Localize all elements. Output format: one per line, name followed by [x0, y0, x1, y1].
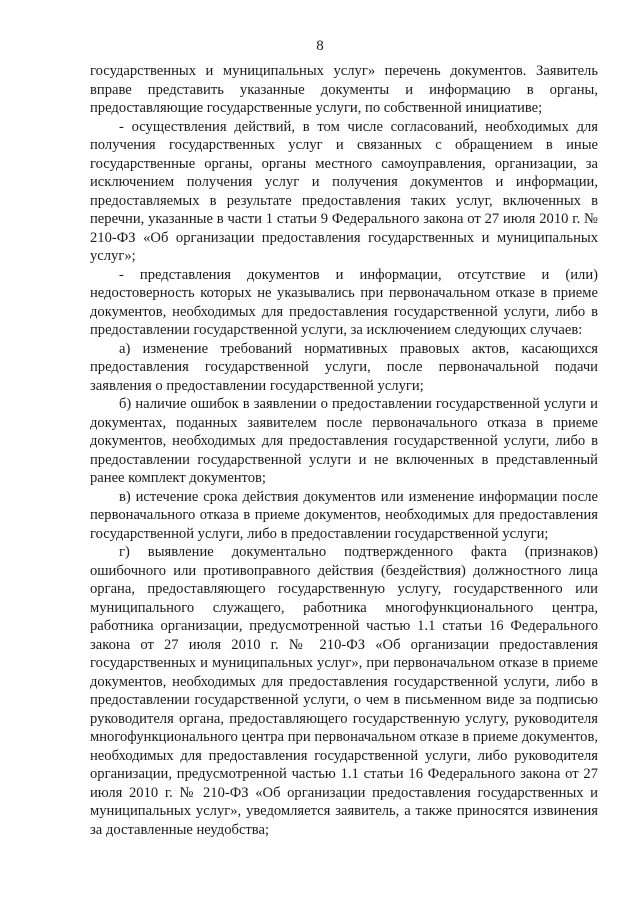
- page-number: 8: [316, 38, 324, 54]
- paragraph-documents: - представления документов и информации, отсутствие и (или) недостоверность которых не указывались при первоначальном отказе в приеме документов, необходимых для предоставления государственной услуги, либо в предоставлении государственной услуги, за исключением следующих случаев:: [90, 266, 598, 338]
- list-item-v: в) истечение срока действия документов или изменение информации после первоначального отказа в приеме документов, необходимых для предоставления государственной услуги, либо в предоставлении государственной услуги;: [90, 488, 598, 542]
- list-item-a: а) изменение требований нормативных правовых актов, касающихся предоставления государственной услуги, после первоначальной подачи заявления о предоставлении государственной услуги;: [90, 340, 598, 394]
- paragraph-continuation: государственных и муниципальных услуг» перечень документов. Заявитель вправе представить указанные документы и информацию в органы, предоставляющие государственные услуги, по собственной инициативе;: [90, 63, 598, 116]
- list-item-b: б) наличие ошибок в заявлении о предоставлении государственной услуги и документах, поданных заявителем после первоначального отказа в приеме документов, необходимых для предоставления государственной услуги, либо в предоставлении государственной услуги и не включенных в представленный ранее комплект документов;: [90, 396, 598, 486]
- document-body: [90, 62, 598, 839]
- paragraph-actions: - осуществления действий, в том числе согласований, необходимых для получения государственных услуг и связанных с обращением в иные государственные органы, органы местного самоуправления, организации, за исключением получения услуг и получения документов и информации, предоставляемых в результате предоставления таких услуг, включенных в перечни, указанные в части 1 статьи 9 Федерального закона от 27 июля 2010 г. № 210-ФЗ «Об организации предоставления государственных и муниципальных услуг»;: [90, 118, 598, 264]
- list-item-g: г) выявление документально подтвержденного факта (признаков) ошибочного или противоправного действия (бездействия) должностного лица органа, предоставляющего государственную услугу, государственного или муниципального служащего, работника многофункционального центра, работника организации, предусмотренной частью 1.1 статьи 16 Федерального закона от 27 июля 2010 г. № 210-ФЗ «Об организации предоставления государственных и муниципальных услуг», при первоначальном отказе в приеме документов, необходимых для предоставления государственной услуги, либо в предоставлении государственной услуги, о чем в письменном виде за подписью руководителя органа, предоставляющего государственную услугу, руководителя многофункционального центра при первоначальном отказе в приеме документов, необходимых для предоставления государственной услуги, либо руководителя организации, предусмотренной частью 1.1 статьи 16 Федерального закона от 27 июля 2010 г. № 210-ФЗ «Об организации предоставления государственных и муниципальных услуг», уведомляется заявитель, а также приносятся извинения за доставленные неудобства;: [90, 544, 598, 838]
